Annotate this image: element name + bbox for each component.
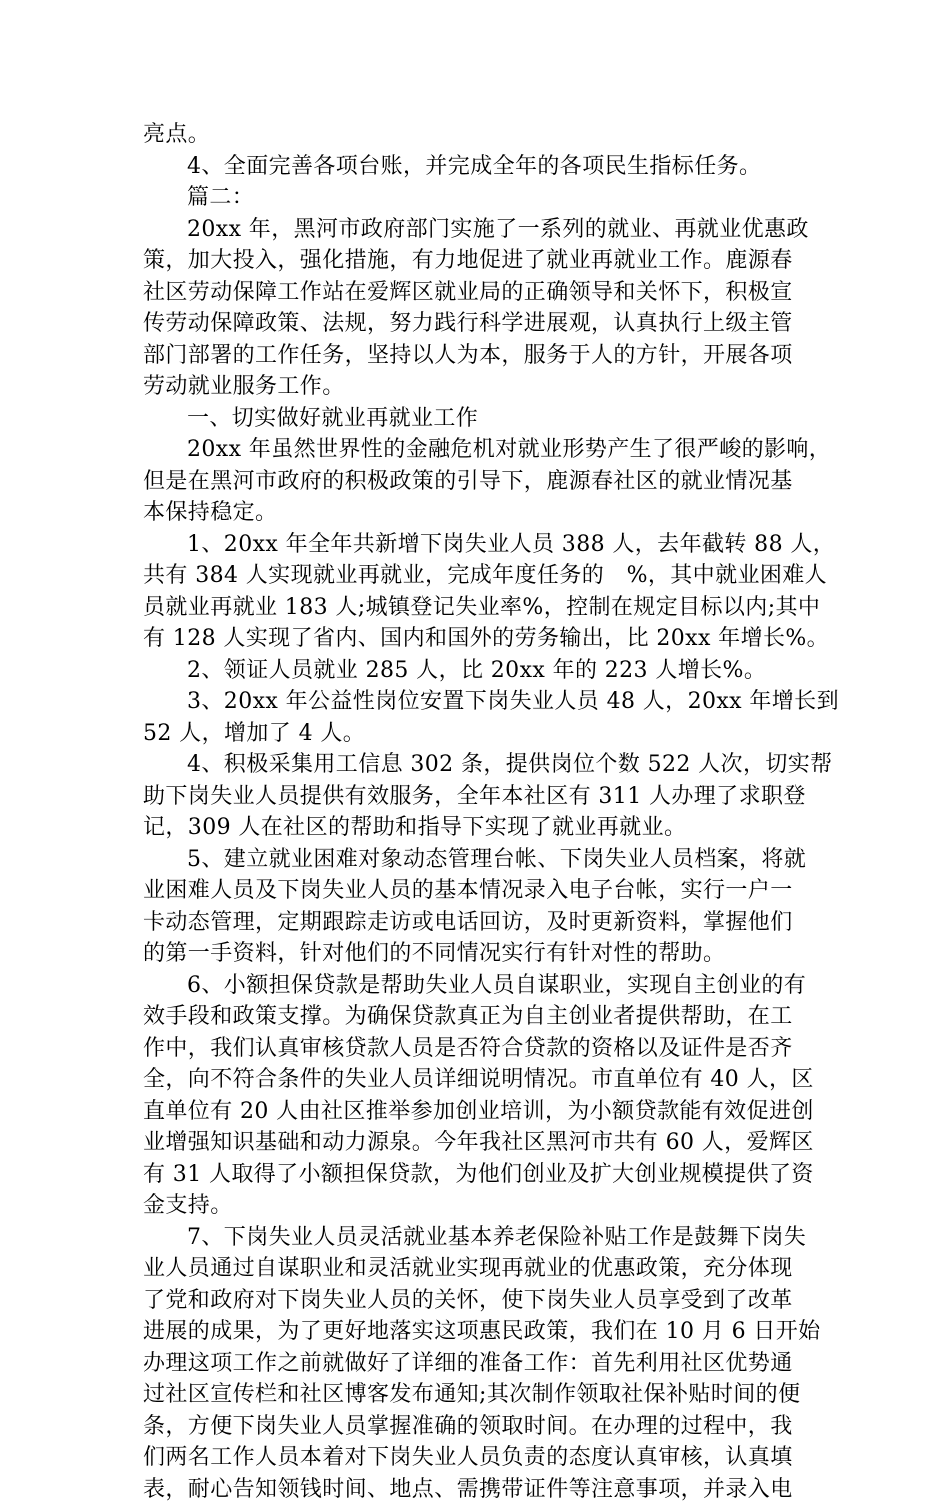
text-line: 2、领证人员就业 285 人，比 20xx 年的 223 人增长%。 — [143, 655, 808, 687]
text-line: 业增强知识基础和动力源泉。今年我社区黑河市共有 60 人，爱辉区 — [143, 1127, 808, 1159]
text-line: 记，309 人在社区的帮助和指导下实现了就业再就业。 — [143, 812, 808, 844]
text-line: 们两名工作人员本着对下岗失业人员负责的态度认真审核，认真填 — [143, 1442, 808, 1474]
text-line: 直单位有 20 人由社区推举参加创业培训，为小额贷款能有效促进创 — [143, 1096, 808, 1128]
text-line: 策，加大投入，强化措施，有力地促进了就业再就业工作。鹿源春 — [143, 245, 808, 277]
text-line: 过社区宣传栏和社区博客发布通知;其次制作领取社保补贴时间的便 — [143, 1379, 808, 1411]
text-line: 5、建立就业困难对象动态管理台帐、下岗失业人员档案，将就 — [143, 844, 808, 876]
text-line: 进展的成果，为了更好地落实这项惠民政策，我们在 10 月 6 日开始 — [143, 1316, 808, 1348]
text-line: 共有 384 人实现就业再就业，完成年度任务的 %，其中就业困难人 — [143, 560, 808, 592]
text-line: 本保持稳定。 — [143, 497, 808, 529]
text-line: 员就业再就业 183 人;城镇登记失业率%，控制在规定目标以内;其中 — [143, 592, 808, 624]
text-line: 金支持。 — [143, 1190, 808, 1222]
text-line: 业困难人员及下岗失业人员的基本情况录入电子台帐，实行一户一 — [143, 875, 808, 907]
text-line: 4、全面完善各项台账，并完成全年的各项民生指标任务。 — [143, 151, 808, 183]
text-line: 篇二： — [143, 182, 808, 214]
text-line: 作中，我们认真审核贷款人员是否符合贷款的资格以及证件是否齐 — [143, 1033, 808, 1065]
text-line: 部门部署的工作任务，坚持以人为本，服务于人的方针，开展各项 — [143, 340, 808, 372]
text-line: 了党和政府对下岗失业人员的关怀，使下岗失业人员享受到了改革 — [143, 1285, 808, 1317]
text-line: 有 31 人取得了小额担保贷款，为他们创业及扩大创业规模提供了资 — [143, 1159, 808, 1191]
text-line: 有 128 人实现了省内、国内和国外的劳务输出，比 20xx 年增长%。 — [143, 623, 808, 655]
document-body — [143, 119, 808, 1505]
text-line: 亮点。 — [143, 119, 808, 151]
text-line: 20xx 年，黑河市政府部门实施了一系列的就业、再就业优惠政 — [143, 214, 808, 246]
text-line: 7、下岗失业人员灵活就业基本养老保险补贴工作是鼓舞下岗失 — [143, 1222, 808, 1254]
text-line: 52 人，增加了 4 人。 — [143, 718, 808, 750]
text-line: 劳动就业服务工作。 — [143, 371, 808, 403]
text-line: 但是在黑河市政府的积极政策的引导下，鹿源春社区的就业情况基 — [143, 466, 808, 498]
text-line: 1、20xx 年全年共新增下岗失业人员 388 人，去年截转 88 人， — [143, 529, 808, 561]
text-line: 条，方便下岗失业人员掌握准确的领取时间。在办理的过程中，我 — [143, 1411, 808, 1443]
text-line: 4、积极采集用工信息 302 条，提供岗位个数 522 人次，切实帮 — [143, 749, 808, 781]
text-line: 3、20xx 年公益性岗位安置下岗失业人员 48 人，20xx 年增长到 — [143, 686, 808, 718]
text-line: 的第一手资料，针对他们的不同情况实行有针对性的帮助。 — [143, 938, 808, 970]
text-line: 20xx 年虽然世界性的金融危机对就业形势产生了很严峻的影响， — [143, 434, 808, 466]
text-line: 办理这项工作之前就做好了详细的准备工作：首先利用社区优势通 — [143, 1348, 808, 1380]
text-line: 卡动态管理，定期跟踪走访或电话回访，及时更新资料，掌握他们 — [143, 907, 808, 939]
text-line: 社区劳动保障工作站在爱辉区就业局的正确领导和关怀下，积极宣 — [143, 277, 808, 309]
text-line: 效手段和政策支撑。为确保贷款真正为自主创业者提供帮助，在工 — [143, 1001, 808, 1033]
text-line: 一、切实做好就业再就业工作 — [143, 403, 808, 435]
text-line: 全，向不符合条件的失业人员详细说明情况。市直单位有 40 人，区 — [143, 1064, 808, 1096]
text-line: 业人员通过自谋职业和灵活就业实现再就业的优惠政策，充分体现 — [143, 1253, 808, 1285]
text-line: 6、小额担保贷款是帮助失业人员自谋职业，实现自主创业的有 — [143, 970, 808, 1002]
text-line: 传劳动保障政策、法规，努力践行科学进展观，认真执行上级主管 — [143, 308, 808, 340]
text-line: 表，耐心告知领钱时间、地点、需携带证件等注意事项，并录入电 — [143, 1474, 808, 1505]
text-line: 助下岗失业人员提供有效服务，全年本社区有 311 人办理了求职登 — [143, 781, 808, 813]
